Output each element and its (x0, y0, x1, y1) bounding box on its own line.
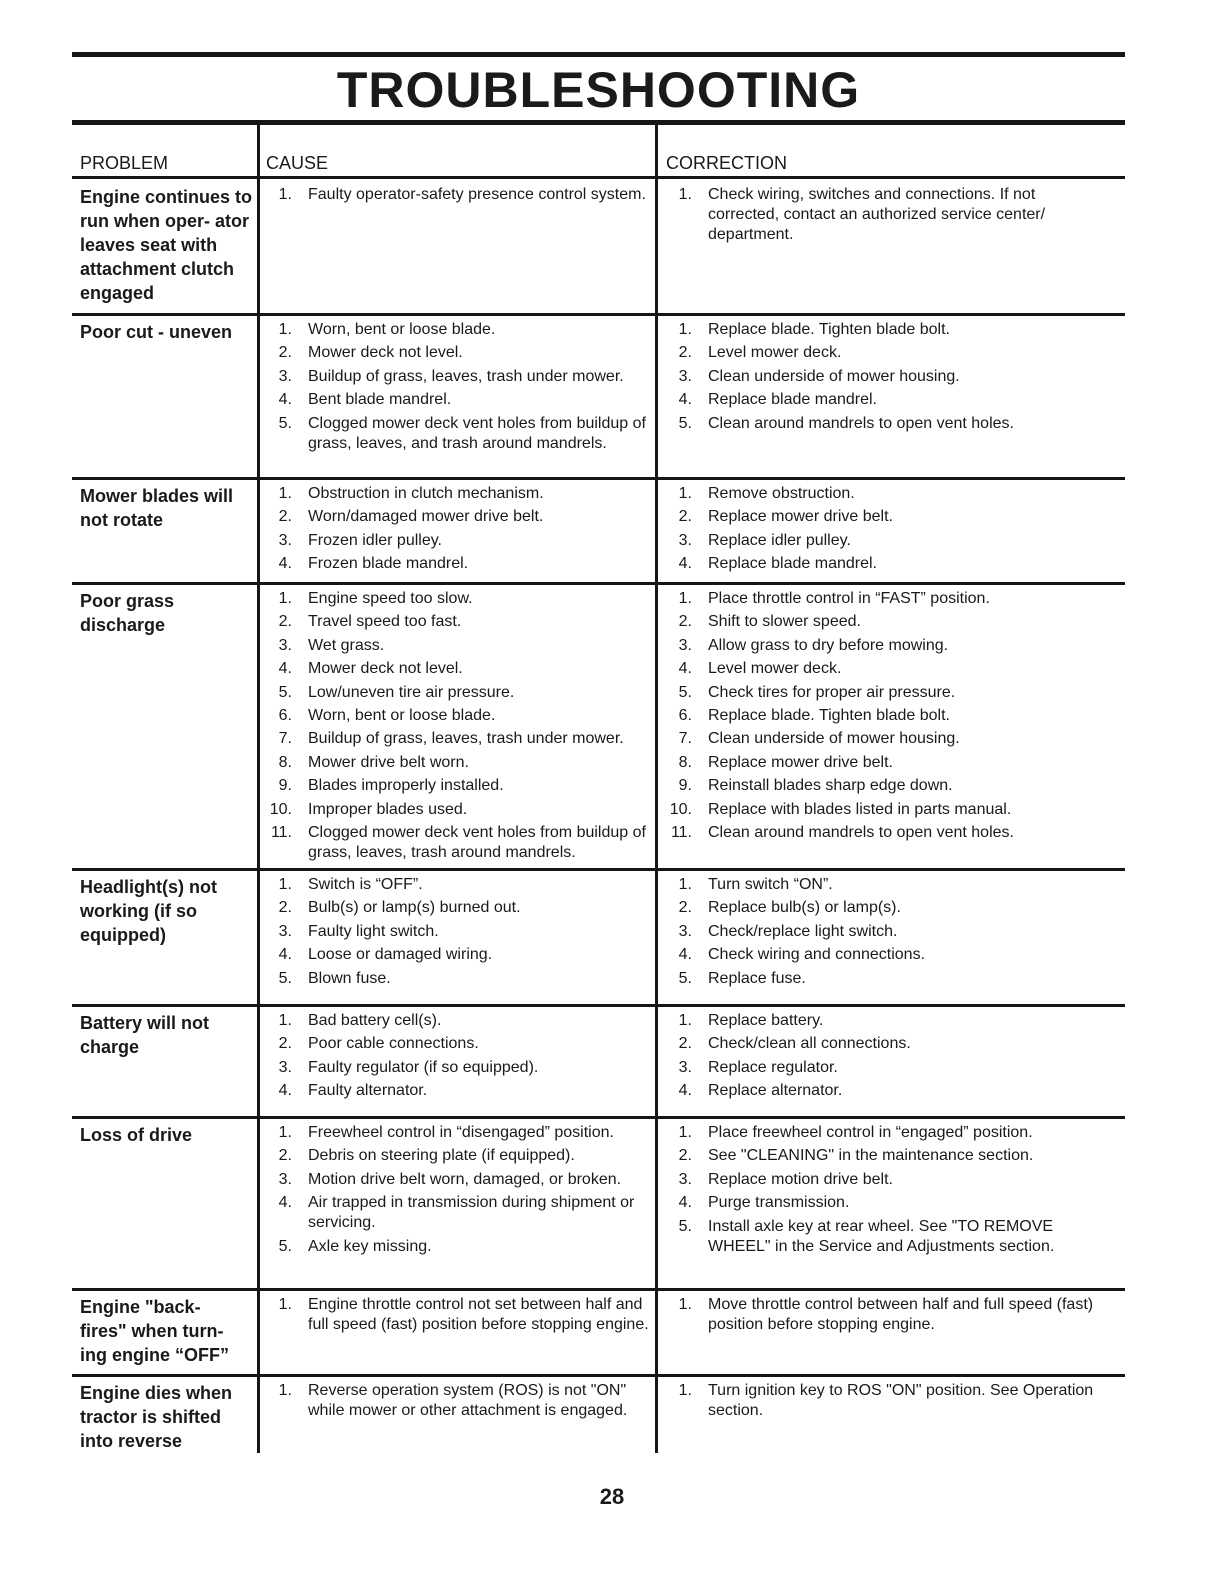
item-text: Air trapped in transmission during shipment or servicing. (308, 1194, 635, 1232)
list-item (666, 589, 1106, 609)
item-number: 1. (278, 1382, 292, 1399)
item-text: Poor cable connections. (308, 1035, 479, 1053)
top-rule (72, 52, 1125, 57)
cause-list (266, 875, 652, 992)
item-text: Check wiring and connections. (708, 946, 926, 964)
item-number: 4. (278, 391, 292, 409)
item-text: Replace blade. Tighten blade bolt. (708, 706, 950, 724)
list-item (266, 823, 652, 863)
item-number: 4. (278, 555, 292, 573)
row-separator (72, 868, 1125, 871)
list-item (666, 343, 1106, 363)
item-number: 4. (278, 1194, 292, 1212)
item-number: 2. (278, 508, 292, 526)
item-text: Motion drive belt worn, damaged, or broken. (308, 1170, 622, 1188)
list-item (266, 343, 652, 363)
list-item (666, 1217, 1106, 1257)
item-number: 5. (278, 683, 292, 701)
item-text: Improper blades used. (308, 800, 468, 818)
list-item (666, 729, 1106, 749)
correction-list (666, 1123, 1106, 1260)
row-separator (72, 1374, 1125, 1377)
item-text: Check/clean all connections. (708, 1035, 911, 1053)
cause-list (266, 484, 652, 578)
list-item (266, 612, 652, 632)
list-item (666, 531, 1106, 551)
item-text: Replace blade mandrel. (708, 555, 877, 573)
list-item (666, 753, 1106, 773)
item-number: 4. (678, 555, 692, 573)
item-number: 2. (678, 1147, 692, 1165)
item-text: Place throttle control in “FAST” position. (708, 590, 990, 607)
item-number: 2. (678, 899, 692, 917)
item-number: 1. (678, 876, 692, 893)
list-item (266, 1193, 652, 1233)
list-item (666, 683, 1106, 703)
item-text: Clean around mandrels to open vent holes. (708, 414, 1014, 432)
list-item (266, 898, 652, 918)
item-text: Obstruction in clutch mechanism. (308, 485, 544, 502)
item-text: Replace mower drive belt. (708, 753, 893, 771)
cause-list (266, 1123, 652, 1260)
item-text: Switch is “OFF”. (308, 876, 423, 893)
list-item (666, 636, 1106, 656)
item-text: Clean around mandrels to open vent holes. (708, 823, 1014, 841)
problem-cell: Poor grass discharge (80, 591, 175, 635)
item-text: Buildup of grass, leaves, trash under mower. (308, 367, 624, 385)
item-text: Frozen idler pulley. (308, 531, 442, 549)
row-separator (72, 1116, 1125, 1119)
list-item (666, 554, 1106, 574)
list-item (666, 969, 1106, 989)
item-number: 3. (678, 922, 692, 940)
list-item (266, 1058, 652, 1078)
list-item (666, 659, 1106, 679)
list-item (666, 1146, 1106, 1166)
list-item (666, 922, 1106, 942)
item-text: Frozen blade mandrel. (308, 555, 469, 573)
list-item (666, 612, 1106, 632)
item-number: 2. (278, 1035, 292, 1053)
item-number: 3. (678, 367, 692, 385)
item-number: 3. (678, 1058, 692, 1076)
list-item (666, 945, 1106, 965)
item-number: 3. (278, 636, 292, 654)
correction-list (666, 1381, 1106, 1424)
item-text: Replace motion drive belt. (708, 1170, 893, 1188)
item-text: Reinstall blades sharp edge down. (708, 777, 953, 795)
correction-list (666, 484, 1106, 578)
item-number: 4. (278, 946, 292, 964)
list-item (266, 753, 652, 773)
item-number: 11. (270, 823, 292, 841)
item-number: 3. (678, 531, 692, 549)
header-cause: CAUSE (266, 153, 329, 173)
list-item (266, 800, 652, 820)
list-item (266, 945, 652, 965)
list-item (666, 1081, 1106, 1101)
list-item (666, 185, 1106, 245)
item-text: Replace alternator. (708, 1082, 843, 1100)
list-item (666, 1034, 1106, 1054)
item-text: Move throttle control between half and full speed (fast) position before stopping engine. (708, 1296, 1094, 1333)
list-item (266, 414, 652, 454)
item-text: Replace battery. (708, 1012, 824, 1029)
item-number: 3. (278, 367, 292, 385)
list-item (266, 589, 652, 609)
list-item (666, 1170, 1106, 1190)
item-text: Loose or damaged wiring. (308, 946, 493, 964)
item-number: 6. (278, 706, 292, 724)
problem-cell: Headlight(s) not working (if so equipped) (80, 877, 217, 945)
item-text: Check/replace light switch. (708, 922, 898, 940)
item-number: 6. (678, 706, 692, 724)
item-text: Replace fuse. (708, 969, 806, 987)
item-number: 1. (678, 1382, 692, 1399)
item-text: Turn switch “ON”. (708, 876, 833, 893)
item-text: Install axle key at rear wheel. See "TO REMOVE WHEEL" in the Service and Adjustments section. (708, 1217, 1055, 1255)
problem-cell: Battery will not charge (80, 1013, 210, 1057)
cause-list (266, 1295, 652, 1338)
problem-cell: Loss of drive (80, 1125, 193, 1145)
item-number: 2. (678, 344, 692, 362)
list-item (666, 367, 1106, 387)
list-item (666, 1011, 1106, 1031)
item-number: 4. (678, 1194, 692, 1212)
item-number: 4. (278, 1082, 292, 1100)
item-number: 1. (678, 1012, 692, 1029)
list-item (266, 1011, 652, 1031)
list-item (666, 898, 1106, 918)
item-text: Bent blade mandrel. (308, 391, 452, 409)
list-item (266, 531, 652, 551)
list-item (666, 1058, 1106, 1078)
cause-list (266, 185, 652, 208)
row-separator (72, 313, 1125, 316)
correction-list (666, 1011, 1106, 1105)
list-item (266, 636, 652, 656)
item-number: 2. (278, 899, 292, 917)
header-problem: PROBLEM (80, 153, 169, 173)
item-number: 1. (278, 1124, 292, 1141)
list-item (666, 390, 1106, 410)
list-item (266, 922, 652, 942)
item-number: 7. (678, 730, 692, 748)
item-text: Freewheel control in “disengaged” position. (308, 1124, 614, 1141)
list-item (266, 367, 652, 387)
list-item (666, 1295, 1106, 1335)
item-number: 2. (678, 613, 692, 631)
item-text: Turn ignition key to ROS "ON" position. See Operation section. (708, 1382, 1094, 1419)
list-item (266, 1170, 652, 1190)
list-item (266, 1146, 652, 1166)
correction-list (666, 589, 1106, 846)
problem-cell: Engine "back- fires" when turn- ing engine “OFF” (80, 1297, 229, 1365)
item-text: Engine speed too slow. (308, 590, 473, 607)
item-number: 1. (678, 485, 692, 502)
item-number: 1. (278, 590, 292, 607)
item-number: 5. (678, 683, 692, 701)
item-number: 4. (678, 391, 692, 409)
item-number: 1. (678, 1296, 692, 1313)
item-number: 1. (678, 186, 692, 203)
item-text: Level mower deck. (708, 344, 842, 362)
item-number: 5. (678, 969, 692, 987)
list-item (666, 320, 1106, 340)
list-item (266, 1295, 652, 1335)
item-text: Worn, bent or loose blade. (308, 706, 496, 724)
cause-list (266, 320, 652, 457)
item-text: Low/uneven tire air pressure. (308, 683, 515, 701)
item-text: Debris on steering plate (if equipped). (308, 1147, 575, 1165)
list-item (266, 1381, 652, 1421)
problem-cell: Engine continues to run when oper- ator leaves seat with attachment clutch engaged (80, 187, 253, 303)
item-number: 9. (278, 777, 292, 795)
item-text: Engine throttle control not set between half and full speed (fast) position before stopping engine. (308, 1296, 649, 1333)
item-number: 3. (278, 1170, 292, 1188)
item-number: 1. (678, 590, 692, 607)
item-text: Blown fuse. (308, 969, 391, 987)
list-item (266, 683, 652, 703)
item-text: Check wiring, switches and connections. If not corrected, contact an authorized service center/ department. (708, 186, 1046, 243)
item-text: Faulty alternator. (308, 1082, 428, 1100)
list-item (266, 507, 652, 527)
list-item (266, 554, 652, 574)
item-text: Replace blade. Tighten blade bolt. (708, 321, 950, 338)
item-number: 2. (678, 1035, 692, 1053)
item-number: 9. (678, 777, 692, 795)
item-text: Reverse operation system (ROS) is not "ON" while mower or other attachment is engaged. (308, 1382, 628, 1419)
item-text: Faulty regulator (if so equipped). (308, 1058, 539, 1076)
item-number: 10. (269, 800, 292, 818)
row-separator (72, 1288, 1125, 1291)
item-text: Faulty light switch. (308, 922, 439, 940)
item-text: Worn/damaged mower drive belt. (308, 508, 544, 526)
item-number: 4. (678, 660, 692, 678)
item-text: Mower deck not level. (308, 660, 463, 678)
item-text: Clogged mower deck vent holes from buildup of grass, leaves, and trash around mandrels. (308, 414, 646, 452)
header-rule (72, 176, 1125, 179)
list-item (266, 185, 652, 205)
list-item (266, 390, 652, 410)
item-number: 5. (278, 414, 292, 432)
list-item (666, 875, 1106, 895)
item-number: 3. (278, 922, 292, 940)
item-number: 3. (278, 1058, 292, 1076)
list-item (266, 875, 652, 895)
row-separator (72, 477, 1125, 480)
list-item (666, 706, 1106, 726)
item-text: Replace with blades listed in parts manual. (708, 800, 1012, 818)
item-text: Clean underside of mower housing. (708, 730, 960, 748)
item-text: Bulb(s) or lamp(s) burned out. (308, 899, 521, 917)
item-text: Place freewheel control in “engaged” position. (708, 1124, 1033, 1141)
item-number: 4. (678, 1082, 692, 1100)
item-number: 11. (670, 823, 692, 841)
item-text: Clean underside of mower housing. (708, 367, 960, 385)
item-number: 1. (678, 321, 692, 338)
cause-list (266, 589, 652, 866)
list-item (666, 1193, 1106, 1213)
list-item (266, 776, 652, 796)
item-number: 1. (278, 186, 292, 203)
list-item (666, 823, 1106, 843)
item-text: Faulty operator-safety presence control system. (308, 186, 646, 203)
list-item (666, 1381, 1106, 1421)
item-number: 3. (678, 1170, 692, 1188)
correction-list (666, 320, 1106, 437)
cause-list (266, 1011, 652, 1105)
correction-list (666, 875, 1106, 992)
item-text: Replace regulator. (708, 1058, 838, 1076)
item-text: Worn, bent or loose blade. (308, 321, 496, 338)
problem-cell: Poor cut - uneven (80, 322, 233, 342)
page-title: TROUBLESHOOTING (336, 62, 861, 118)
item-number: 10. (669, 800, 692, 818)
list-item (666, 414, 1106, 434)
item-number: 5. (278, 969, 292, 987)
title-rule (72, 120, 1125, 125)
item-text: Replace idler pulley. (708, 531, 851, 549)
list-item (666, 800, 1106, 820)
item-text: Bad battery cell(s). (308, 1012, 442, 1029)
item-text: Travel speed too fast. (308, 613, 462, 631)
column-divider-cause (257, 124, 260, 1453)
cause-list (266, 1381, 652, 1424)
list-item (666, 776, 1106, 796)
item-number: 7. (278, 730, 292, 748)
item-text: Buildup of grass, leaves, trash under mower. (308, 730, 624, 748)
item-text: Check tires for proper air pressure. (708, 683, 956, 701)
row-separator (72, 1004, 1125, 1007)
item-text: Wet grass. (308, 636, 385, 654)
item-text: Mower drive belt worn. (308, 753, 469, 771)
item-text: Clogged mower deck vent holes from buildup of grass, leaves, trash around mandrels. (308, 823, 646, 861)
item-number: 8. (278, 753, 292, 771)
problem-cell: Engine dies when tractor is shifted into reverse (80, 1383, 233, 1451)
item-number: 1. (678, 1124, 692, 1141)
list-item (266, 706, 652, 726)
item-number: 3. (678, 636, 692, 654)
page-number: 28 (599, 1484, 625, 1509)
item-number: 4. (678, 946, 692, 964)
list-item (266, 1123, 652, 1143)
item-number: 2. (278, 344, 292, 362)
item-number: 2. (278, 1147, 292, 1165)
item-text: Blades improperly installed. (308, 777, 504, 795)
item-number: 4. (278, 660, 292, 678)
item-number: 1. (278, 485, 292, 502)
list-item (266, 1081, 652, 1101)
list-item (266, 729, 652, 749)
item-text: Remove obstruction. (708, 485, 855, 502)
item-text: Level mower deck. (708, 660, 842, 678)
list-item (666, 507, 1106, 527)
item-text: Replace bulb(s) or lamp(s). (708, 899, 901, 917)
list-item (266, 484, 652, 504)
item-text: Purge transmission. (708, 1194, 850, 1212)
item-text: Replace mower drive belt. (708, 508, 893, 526)
item-number: 1. (278, 1012, 292, 1029)
item-number: 5. (678, 1217, 692, 1235)
list-item (266, 1237, 652, 1257)
item-number: 1. (278, 876, 292, 893)
list-item (266, 320, 652, 340)
item-number: 3. (278, 531, 292, 549)
item-text: See "CLEANING" in the maintenance section. (708, 1147, 1034, 1165)
correction-list (666, 185, 1106, 248)
item-number: 5. (678, 414, 692, 432)
item-text: Axle key missing. (308, 1237, 432, 1255)
row-separator (72, 582, 1125, 585)
item-text: Replace blade mandrel. (708, 391, 877, 409)
list-item (266, 969, 652, 989)
list-item (266, 659, 652, 679)
item-number: 1. (278, 1296, 292, 1313)
list-item (266, 1034, 652, 1054)
column-divider-correction (655, 124, 658, 1453)
correction-list (666, 1295, 1106, 1338)
list-item (666, 1123, 1106, 1143)
item-number: 2. (278, 613, 292, 631)
item-number: 8. (678, 753, 692, 771)
item-text: Shift to slower speed. (708, 613, 861, 631)
item-number: 1. (278, 321, 292, 338)
item-text: Allow grass to dry before mowing. (708, 636, 949, 654)
list-item (666, 484, 1106, 504)
item-text: Mower deck not level. (308, 344, 463, 362)
item-number: 5. (278, 1237, 292, 1255)
item-number: 2. (678, 508, 692, 526)
header-correction: CORRECTION (666, 153, 787, 173)
problem-cell: Mower blades will not rotate (80, 486, 234, 530)
